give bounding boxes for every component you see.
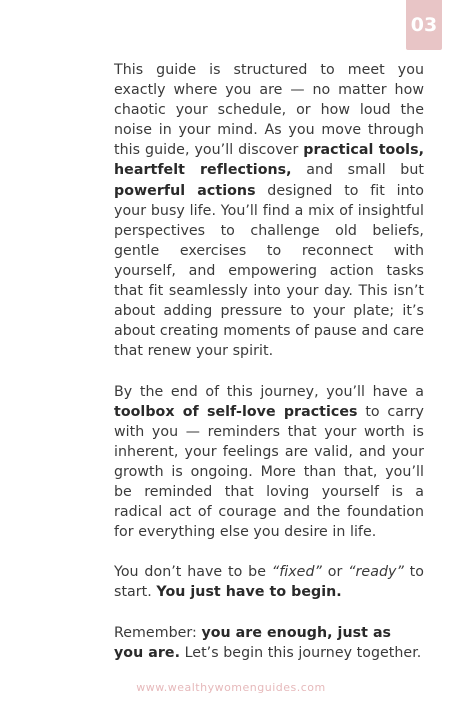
body-text [114, 60, 424, 683]
page-number-tab [406, 0, 442, 50]
text-run: This guide is structured to meet you exactly where you are — no matter how chaotic your schedule, or how loud the noise in your mind. As you move through this guide, you’ll discover [114, 62, 424, 159]
text-run: Let’s begin this journey together. [180, 644, 422, 661]
text-run: By the end of this journey, you’ll have a [114, 383, 424, 400]
bold-run: practical tools, heartfelt reflections, [114, 142, 425, 179]
text-run: and small but [291, 162, 424, 179]
text-run: You don’t have to be [114, 564, 272, 581]
paragraph-start [114, 562, 424, 602]
page-number: 03 [410, 14, 438, 36]
text-run: or [321, 564, 349, 581]
footer-url[interactable]: www.wealthywomenguides.com [136, 681, 326, 694]
text-run: Remember: [114, 624, 202, 641]
bold-run: powerful actions [114, 182, 256, 199]
text-run: to carry with you — reminders that your worth is inherent, your feelings are valid, and your growth is ongoing. More than that, you’ll be reminded that loving yourself is a radical act of courage and the foundation for everything else you desire in life. [114, 403, 424, 541]
text-run: designed to fit into your busy life. You’ll find a mix of insightful perspectives to challenge old beliefs, gentle exercises to reconnect with yourself, and empowering action tasks that fit seamlessly into your day. This isn’t about adding pressure to your plate; it’s about creating moments of pause and care that renew your spirit. [114, 182, 424, 360]
italic-run: “ready” [348, 564, 404, 581]
bold-run: toolbox of self-love practices [114, 403, 358, 420]
paragraph-structure [114, 60, 424, 361]
bold-run: You just have to begin. [156, 584, 342, 601]
paragraph-outcome [114, 382, 424, 543]
italic-run: “fixed” [271, 564, 322, 581]
bold-run: you are enough, just as you are. [114, 624, 392, 661]
paragraph-remember [114, 623, 424, 663]
text-run: to start. [114, 564, 425, 601]
